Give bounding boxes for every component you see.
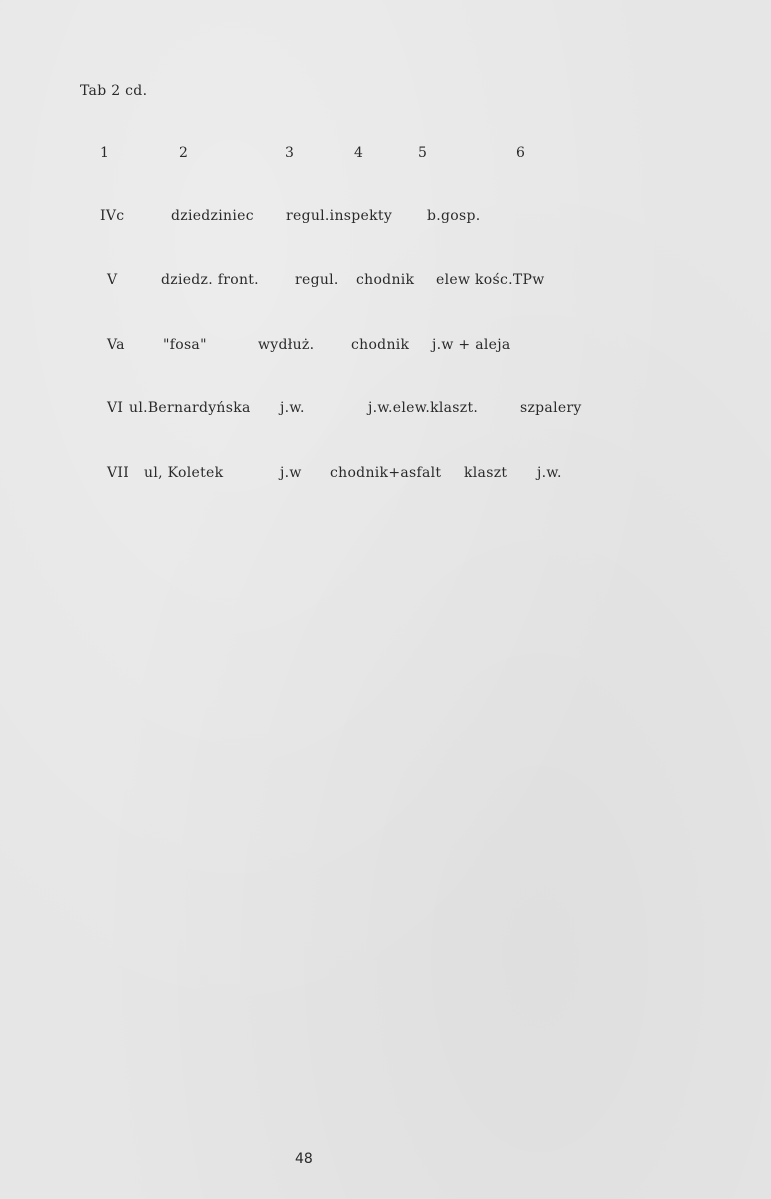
row-v-id: V	[107, 272, 118, 288]
row-v-col4: chodnik	[356, 272, 415, 288]
row-vii-col5: klaszt	[464, 465, 508, 481]
row-vii-col3: j.w	[280, 465, 302, 481]
column-number-6: 6	[516, 145, 526, 161]
row-va-col5: j.w + aleja	[432, 337, 511, 353]
row-v-col2: dziedz. front.	[161, 272, 259, 288]
row-v-col5: elew kośc.TPw	[436, 272, 545, 288]
row-va-id: Va	[107, 337, 125, 353]
row-vi-col4: j.w.elew.klaszt.	[368, 400, 479, 416]
row-vii-col6: j.w.	[537, 465, 562, 481]
row-va-col4: chodnik	[351, 337, 410, 353]
column-number-1: 1	[100, 145, 110, 161]
row-vi-id: VI	[107, 400, 124, 416]
column-number-5: 5	[418, 145, 428, 161]
row-ivc-id: IVc	[100, 208, 125, 224]
row-vii-id: VII	[107, 465, 130, 481]
page-number: 48	[295, 1151, 313, 1167]
row-vi-col5: szpalery	[520, 400, 582, 416]
row-va-col3: wydłuż.	[258, 337, 315, 353]
column-number-3: 3	[285, 145, 295, 161]
row-vii-col2: ul, Koletek	[144, 465, 224, 481]
column-number-4: 4	[354, 145, 364, 161]
row-vi-col2: ul.Bernardyńska	[129, 400, 251, 416]
row-va-col2: "fosa"	[163, 337, 207, 353]
table-caption: Tab 2 cd.	[80, 83, 148, 99]
row-v-col3: regul.	[295, 272, 339, 288]
row-vii-col4: chodnik+asfalt	[330, 465, 442, 481]
row-ivc-col4: b.gosp.	[427, 208, 481, 224]
row-ivc-col3: regul.inspekty	[286, 208, 393, 224]
column-number-2: 2	[179, 145, 189, 161]
row-vi-col3: j.w.	[280, 400, 305, 416]
row-ivc-col2: dziedziniec	[171, 208, 254, 224]
